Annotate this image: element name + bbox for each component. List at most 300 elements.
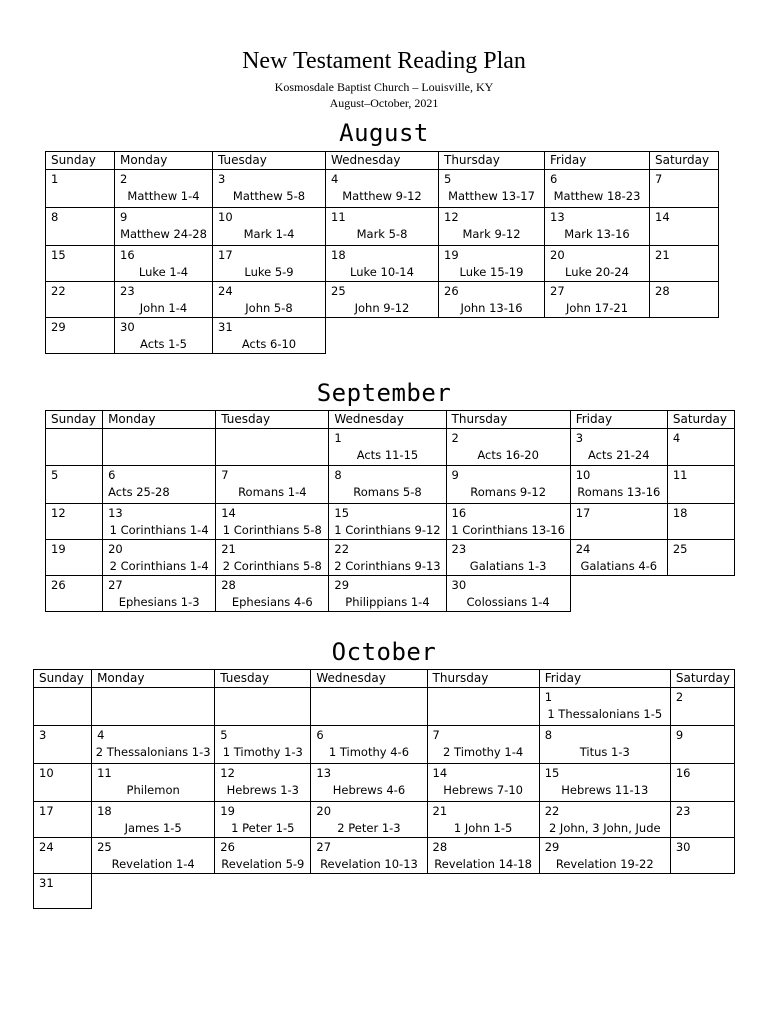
reading-assignment: James 1-5 <box>124 821 182 835</box>
reading-assignment: 1 Timothy 4-6 <box>328 745 410 759</box>
week-row <box>46 504 735 540</box>
calendar-september <box>45 410 735 612</box>
reading-assignment: Luke 15-19 <box>459 265 524 279</box>
day-cell <box>539 838 670 874</box>
day-cell <box>326 208 439 246</box>
reading-assignment: Matthew 1-4 <box>127 189 200 203</box>
reading-assignment: John 5-8 <box>245 301 293 315</box>
blank-space <box>650 318 719 354</box>
week-row <box>34 726 735 764</box>
day-cell <box>92 802 215 838</box>
weekday-header: Friday <box>545 152 650 170</box>
day-number: 1 <box>544 690 553 704</box>
day-number <box>92 688 214 706</box>
reading-assignment: Revelation 5-9 <box>221 857 305 871</box>
day-cell <box>667 466 734 504</box>
weekday-header: Thursday <box>427 670 539 688</box>
day-number: 7 <box>655 172 663 186</box>
reading-assignment: 1 Timothy 1-3 <box>222 745 303 759</box>
day-number: 26 <box>444 284 459 298</box>
day-cell <box>46 540 103 576</box>
day-number: 14 <box>655 210 670 224</box>
day-cell <box>667 540 734 576</box>
day-cell <box>446 540 570 576</box>
day-cell <box>446 466 570 504</box>
week-row <box>46 576 735 612</box>
day-number: 3 <box>218 172 226 186</box>
day-number: 6 <box>316 728 324 742</box>
reading-assignment: John 17-21 <box>565 301 629 315</box>
day-number: 10 <box>39 766 54 780</box>
day-number: 19 <box>220 804 235 818</box>
reading-assignment: 1 Corinthians 9-12 <box>334 523 441 537</box>
day-number: 4 <box>672 431 681 445</box>
day-cell <box>439 170 545 208</box>
reading-assignment: Matthew 24-28 <box>120 227 207 241</box>
reading-assignment: Mark 9-12 <box>462 227 521 241</box>
reading-assignment: 1 Corinthians 1-4 <box>109 523 209 537</box>
day-number: 5 <box>220 728 228 742</box>
day-number: 11 <box>672 468 688 482</box>
reading-assignment: Acts 1-5 <box>140 337 187 351</box>
reading-assignment: Revelation 1-4 <box>111 857 195 871</box>
week-row <box>46 318 719 354</box>
blank-space <box>427 874 539 909</box>
day-number: 18 <box>331 248 346 262</box>
day-number: 2 <box>120 172 128 186</box>
day-cell <box>46 504 103 540</box>
day-cell <box>216 504 329 540</box>
day-cell <box>311 764 427 802</box>
reading-assignment: Matthew 18-23 <box>553 189 641 203</box>
blank-space <box>667 576 734 612</box>
day-number: 18 <box>97 804 112 818</box>
day-number: 17 <box>218 248 233 262</box>
reading-assignment: Ephesians 4-6 <box>231 595 313 609</box>
day-number: 3 <box>39 728 47 742</box>
day-number: 1 <box>334 431 342 445</box>
reading-assignment: Acts 21-24 <box>588 448 650 462</box>
day-cell <box>215 764 311 802</box>
day-number: 1 <box>51 172 59 186</box>
day-cell <box>439 208 545 246</box>
weekday-header-row <box>46 411 735 429</box>
reading-assignment: 2 Corinthians 5-8 <box>222 559 322 573</box>
day-number: 13 <box>316 766 332 780</box>
day-number: 31 <box>218 320 233 334</box>
day-cell <box>329 429 446 466</box>
month-title-october: October <box>331 638 437 666</box>
day-cell <box>329 504 446 540</box>
day-cell <box>326 246 439 282</box>
reading-assignment: 1 Corinthians 13-16 <box>451 523 565 537</box>
day-number: 5 <box>444 172 452 186</box>
day-cell <box>103 429 216 466</box>
day-number: 16 <box>451 506 467 520</box>
day-number: 18 <box>672 506 688 520</box>
day-cell <box>115 282 213 318</box>
day-number: 22 <box>544 804 560 818</box>
blank-space <box>326 318 439 354</box>
reading-assignment: John 1-4 <box>139 301 188 315</box>
day-cell <box>115 170 213 208</box>
reading-assignment: Philippians 1-4 <box>345 595 430 609</box>
day-cell <box>34 726 92 764</box>
week-row <box>34 764 735 802</box>
day-cell <box>329 576 446 612</box>
weekday-header: Monday <box>92 670 215 688</box>
reading-assignment: Galatians 4-6 <box>580 559 658 573</box>
day-cell <box>650 170 719 208</box>
date-range-subtitle: August–October, 2021 <box>329 96 439 110</box>
day-cell <box>213 170 326 208</box>
day-cell <box>115 318 213 354</box>
reading-assignment: 2 Thessalonians 1-3 <box>95 745 211 759</box>
day-cell <box>215 802 311 838</box>
day-number: 15 <box>334 506 350 520</box>
day-number: 17 <box>575 506 591 520</box>
day-number: 29 <box>544 840 560 854</box>
day-cell <box>103 576 216 612</box>
day-cell <box>329 466 446 504</box>
weekday-header: Tuesday <box>213 152 326 170</box>
day-number: 31 <box>39 876 54 890</box>
blank-space <box>670 874 734 909</box>
day-cell <box>667 429 734 466</box>
day-cell <box>539 764 670 802</box>
day-number: 25 <box>672 542 688 556</box>
day-cell <box>103 540 216 576</box>
weekday-header: Sunday <box>34 670 92 688</box>
weekday-header-row <box>46 152 719 170</box>
day-cell <box>311 838 427 874</box>
week-row <box>46 170 719 208</box>
day-number: 23 <box>675 804 691 818</box>
reading-assignment: 1 Corinthians 5-8 <box>222 523 322 537</box>
reading-assignment: Acts 25-28 <box>108 485 170 499</box>
day-cell <box>439 246 545 282</box>
day-cell <box>213 208 326 246</box>
reading-assignment: Romans 13-16 <box>577 485 661 499</box>
day-number: 3 <box>575 431 584 445</box>
weekday-header-row <box>34 670 735 688</box>
day-cell <box>545 246 650 282</box>
day-cell <box>667 504 734 540</box>
day-number: 11 <box>331 210 346 224</box>
reading-assignment: 2 John, 3 John, Jude <box>548 821 661 835</box>
day-number: 24 <box>39 840 54 854</box>
day-number: 7 <box>221 468 229 482</box>
reading-assignment: Luke 20-24 <box>565 265 629 279</box>
reading-assignment: Luke 10-14 <box>350 265 414 279</box>
day-number: 20 <box>550 248 565 262</box>
day-number: 15 <box>544 766 560 780</box>
day-cell <box>670 764 734 802</box>
day-number: 29 <box>51 320 66 334</box>
day-number: 14 <box>221 506 236 520</box>
day-number: 5 <box>51 468 59 482</box>
reading-assignment: 2 Corinthians 9-13 <box>334 559 441 573</box>
day-number: 23 <box>120 284 135 298</box>
blank-space <box>439 318 545 354</box>
week-row <box>34 838 735 874</box>
day-cell <box>545 170 650 208</box>
day-number: 26 <box>220 840 235 854</box>
day-number: 25 <box>97 840 112 854</box>
reading-assignment: Hebrews 1-3 <box>226 783 300 797</box>
day-number: 13 <box>108 506 123 520</box>
day-cell <box>439 282 545 318</box>
day-number: 9 <box>451 468 459 482</box>
weekday-header: Tuesday <box>216 411 329 429</box>
reading-assignment: Mark 13-16 <box>564 227 630 241</box>
month-title-august: August <box>339 119 429 147</box>
day-cell <box>545 282 650 318</box>
reading-assignment: Hebrews 4-6 <box>332 783 406 797</box>
day-cell <box>215 838 311 874</box>
reading-assignment: Luke 5-9 <box>244 265 294 279</box>
reading-assignment: Romans 1-4 <box>238 485 307 499</box>
day-cell <box>446 576 570 612</box>
day-number <box>46 429 102 447</box>
day-number: 29 <box>334 578 350 592</box>
weekday-header: Wednesday <box>329 411 446 429</box>
day-cell <box>115 208 213 246</box>
reading-assignment: Acts 11-15 <box>356 448 419 462</box>
day-cell <box>311 802 427 838</box>
day-cell <box>539 726 670 764</box>
day-number: 27 <box>550 284 565 298</box>
reading-assignment: Ephesians 1-3 <box>118 595 200 609</box>
reading-assignment: 2 Timothy 1-4 <box>443 745 524 759</box>
day-number: 4 <box>331 172 339 186</box>
day-cell <box>216 466 329 504</box>
day-number: 22 <box>334 542 350 556</box>
day-number: 30 <box>451 578 467 592</box>
church-subtitle: Kosmosdale Baptist Church – Louisville, KY <box>274 80 494 94</box>
week-row <box>46 208 719 246</box>
reading-assignment: Mark 5-8 <box>356 227 408 241</box>
day-cell <box>427 764 539 802</box>
day-cell <box>650 246 719 282</box>
day-number: 16 <box>675 766 691 780</box>
day-number: 15 <box>51 248 66 262</box>
reading-assignment: Matthew 13-17 <box>448 189 535 203</box>
day-number: 12 <box>444 210 459 224</box>
day-cell <box>326 170 439 208</box>
day-cell <box>34 764 92 802</box>
day-number: 19 <box>444 248 459 262</box>
reading-assignment: Colossians 1-4 <box>466 595 550 609</box>
day-number: 20 <box>316 804 332 818</box>
weekday-header: Saturday <box>667 411 734 429</box>
day-number: 24 <box>575 542 591 556</box>
day-cell <box>92 726 215 764</box>
reading-assignment: Revelation 10-13 <box>320 857 418 871</box>
day-cell <box>103 504 216 540</box>
day-number: 19 <box>51 542 66 556</box>
day-number: 16 <box>120 248 135 262</box>
day-cell <box>650 282 719 318</box>
day-cell <box>427 726 539 764</box>
day-number: 20 <box>108 542 123 556</box>
day-cell <box>215 726 311 764</box>
reading-assignment: Revelation 14-18 <box>434 857 532 871</box>
weekday-header: Tuesday <box>215 670 311 688</box>
weekday-header: Wednesday <box>326 152 439 170</box>
day-cell <box>46 208 115 246</box>
day-cell <box>34 688 92 726</box>
reading-assignment: Mark 1-4 <box>243 227 295 241</box>
week-row <box>34 802 735 838</box>
day-cell <box>545 208 650 246</box>
reading-assignment: Titus 1-3 <box>579 745 630 759</box>
reading-assignment: 2 Peter 1-3 <box>337 821 401 835</box>
day-cell <box>329 540 446 576</box>
day-cell <box>34 874 92 909</box>
day-cell <box>215 688 311 726</box>
weekday-header: Saturday <box>650 152 719 170</box>
reading-assignment: Acts 16-20 <box>477 448 539 462</box>
day-number: 27 <box>108 578 123 592</box>
blank-space <box>215 874 311 909</box>
day-number: 2 <box>451 431 459 445</box>
day-cell <box>34 838 92 874</box>
day-cell <box>46 466 103 504</box>
day-cell <box>92 688 215 726</box>
day-number: 14 <box>432 766 448 780</box>
day-cell <box>670 726 734 764</box>
day-cell <box>446 504 570 540</box>
day-cell <box>46 576 103 612</box>
day-cell <box>216 540 329 576</box>
day-cell <box>213 282 326 318</box>
reading-assignment: John 9-12 <box>354 301 410 315</box>
day-cell <box>311 688 427 726</box>
day-number <box>216 429 328 447</box>
day-number: 9 <box>675 728 684 742</box>
day-cell <box>46 282 115 318</box>
day-cell <box>216 576 329 612</box>
day-number: 22 <box>51 284 66 298</box>
weekday-header: Sunday <box>46 411 103 429</box>
day-number: 10 <box>575 468 591 482</box>
day-number <box>215 688 310 706</box>
day-cell <box>446 429 570 466</box>
day-number: 28 <box>432 840 448 854</box>
day-number: 30 <box>675 840 691 854</box>
blank-space <box>92 874 215 909</box>
day-cell <box>92 764 215 802</box>
day-number: 2 <box>675 690 684 704</box>
day-number <box>428 688 539 706</box>
day-cell <box>115 246 213 282</box>
day-cell <box>670 838 734 874</box>
week-row <box>34 874 735 909</box>
reading-assignment: Romans 5-8 <box>353 485 422 499</box>
reading-assignment: 1 John 1-5 <box>453 821 513 835</box>
weekday-header: Thursday <box>439 152 545 170</box>
reading-assignment: 2 Corinthians 1-4 <box>109 559 209 573</box>
day-number: 7 <box>432 728 440 742</box>
day-number: 28 <box>655 284 670 298</box>
day-number: 13 <box>550 210 565 224</box>
day-number: 4 <box>97 728 105 742</box>
reading-assignment: Romans 9-12 <box>470 485 547 499</box>
day-cell <box>427 688 539 726</box>
day-number: 24 <box>218 284 233 298</box>
reading-assignment: Luke 1-4 <box>138 265 189 279</box>
day-number: 8 <box>334 468 342 482</box>
day-number: 10 <box>218 210 233 224</box>
day-number <box>103 429 215 447</box>
weekday-header: Thursday <box>446 411 570 429</box>
month-title-september: September <box>316 379 452 407</box>
page-title: New Testament Reading Plan <box>242 48 526 74</box>
day-number: 28 <box>221 578 236 592</box>
reading-assignment: Matthew 9-12 <box>342 189 422 203</box>
week-row <box>46 466 735 504</box>
day-cell <box>46 246 115 282</box>
calendar-august <box>45 151 719 354</box>
day-cell <box>570 466 667 504</box>
day-cell <box>539 802 670 838</box>
day-cell <box>46 429 103 466</box>
reading-assignment: Galatians 1-3 <box>469 559 547 573</box>
week-row <box>46 540 735 576</box>
day-number: 12 <box>220 766 235 780</box>
reading-assignment: Acts 6-10 <box>241 337 297 351</box>
reading-assignment: Hebrews 7-10 <box>443 783 523 797</box>
day-cell <box>213 318 326 354</box>
day-cell <box>216 429 329 466</box>
day-number <box>34 688 91 706</box>
day-cell <box>670 688 734 726</box>
week-row <box>46 282 719 318</box>
day-cell <box>427 802 539 838</box>
day-number: 8 <box>51 210 59 224</box>
reading-assignment: Hebrews 11-13 <box>561 783 649 797</box>
day-number: 6 <box>108 468 116 482</box>
day-cell <box>46 318 115 354</box>
calendar-october <box>33 669 735 909</box>
day-number: 21 <box>655 248 670 262</box>
reading-assignment: Matthew 5-8 <box>232 189 306 203</box>
day-number: 17 <box>39 804 54 818</box>
day-cell <box>213 246 326 282</box>
day-number: 30 <box>120 320 135 334</box>
weekday-header: Friday <box>570 411 667 429</box>
day-number: 26 <box>51 578 66 592</box>
day-cell <box>570 429 667 466</box>
reading-assignment: Revelation 19-22 <box>555 857 654 871</box>
day-number: 6 <box>550 172 558 186</box>
day-cell <box>34 802 92 838</box>
reading-assignment: 1 Peter 1-5 <box>231 821 295 835</box>
day-number: 12 <box>51 506 66 520</box>
blank-space <box>545 318 650 354</box>
day-cell <box>650 208 719 246</box>
day-number: 11 <box>97 766 112 780</box>
day-cell <box>92 838 215 874</box>
day-cell <box>427 838 539 874</box>
weekday-header: Wednesday <box>311 670 427 688</box>
weekday-header: Saturday <box>670 670 734 688</box>
day-number: 21 <box>432 804 448 818</box>
blank-space <box>570 576 667 612</box>
day-cell <box>326 282 439 318</box>
day-number: 9 <box>120 210 128 224</box>
